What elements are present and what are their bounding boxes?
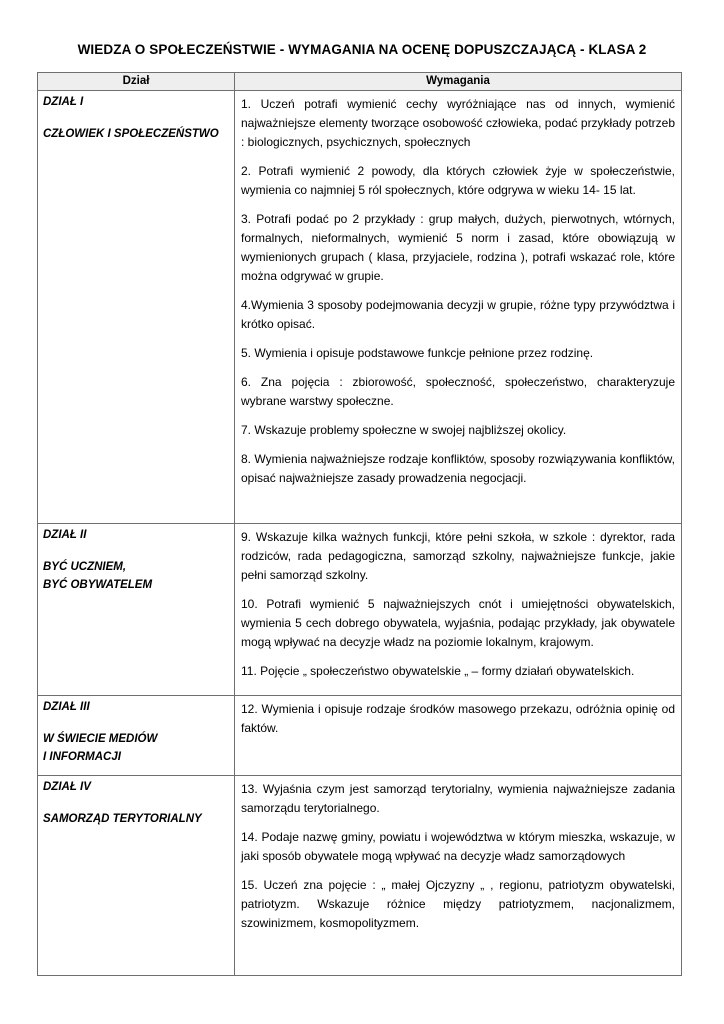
- section-cell: [38, 91, 235, 524]
- section-name: CZŁOWIEK I SPOŁECZEŃSTWO: [43, 128, 219, 140]
- requirement-item: 5. Wymienia i opisuje podstawowe funkcje pełnione przez rodzinę.: [241, 346, 594, 360]
- section-cell: [38, 524, 235, 696]
- requirement-item: 2. Potrafi wymienić 2 powody, dla których człowiek żyje w społeczeństwie, wymienia co najmniej 5 ról społecznych, które odgrywa w wieku 14- 15 lat.: [241, 164, 675, 197]
- table-row: [38, 91, 682, 524]
- requirements-cell: [235, 524, 682, 696]
- page-title: WIEDZA O SPOŁECZEŃSTWIE - WYMAGANIA NA OCENĘ DOPUSZCZAJĄCĄ - KLASA 2: [77, 42, 647, 57]
- requirement-item: 12. Wymienia i opisuje rodzaje środków masowego przekazu, odróżnia opinię od faktów.: [241, 702, 675, 735]
- requirement-item: 1. Uczeń potrafi wymienić cechy wyróżniające nas od innych, wymienić najważniejsze elementy tworzące osobowość człowieka, podać przykłady potrzeb : biologicznych, psychicznych, społecznych: [241, 97, 675, 149]
- section-name: SAMORZĄD TERYTORIALNY: [43, 813, 202, 825]
- section-cell: [38, 776, 235, 976]
- requirement-item: 7. Wskazuje problemy społeczne w swojej najbliższej okolicy.: [241, 423, 567, 437]
- requirement-item: 9. Wskazuje kilka ważnych funkcji, które pełni szkoła, w szkole : dyrektor, rada rodziców, rada pedagogiczna, samorząd szkolny, najważniejsze funkcje, jakie pełni samorząd szkolny.: [241, 530, 675, 582]
- requirement-item: 4.Wymienia 3 sposoby podejmowania decyzji w grupie, różne typy przywództwa i krótko opisać.: [241, 298, 675, 331]
- requirement-item: 14. Podaje nazwę gminy, powiatu i województwa w którym mieszka, wskazuje, w jaki sposób obywatele mogą wpływać na decyzje władz samorządowych: [241, 830, 675, 863]
- section-name: BYĆ UCZNIEM, BYĆ OBYWATELEM: [43, 561, 153, 591]
- requirement-item: 6. Zna pojęcia : zbiorowość, społeczność, społeczeństwo, charakteryzuje wybrane warstwy społeczne.: [241, 375, 675, 408]
- section-name: W ŚWIECIE MEDIÓW I INFORMACJI: [43, 733, 158, 763]
- requirement-item: 15. Uczeń zna pojęcie : „ małej Ojczyzny „ , regionu, patriotyzm obywatelski, patriotyzm. Wskazuje różnice między patriotyzmem, nacjonalizmem, szowinizmem, kosmopolityzmem.: [241, 878, 675, 930]
- table-header-row: [38, 73, 682, 91]
- requirement-item: 8. Wymienia najważniejsze rodzaje konfliktów, sposoby rozwiązywania konfliktów, opisać najważniejsze zasady prowadzenia negocjacji.: [241, 452, 675, 485]
- section-number: DZIAŁ II: [43, 529, 87, 541]
- requirement-item: 11. Pojęcie „ społeczeństwo obywatelskie „ – formy działań obywatelskich.: [241, 664, 635, 678]
- requirements-cell: [235, 776, 682, 976]
- header-section: Dział: [38, 73, 235, 91]
- requirements-cell: [235, 91, 682, 524]
- section-number: DZIAŁ I: [43, 96, 84, 108]
- requirement-item: 10. Potrafi wymienić 5 najważniejszych cnót i umiejętności obywatelskich, wymienia 5 cech dobrego obywatela, wyjaśnia, podając przykłady, jak obywatele mogą wpływać na decyzje władz na poziomie lokalnym, krajowym.: [241, 597, 675, 649]
- section-cell: [38, 696, 235, 776]
- section-number: DZIAŁ IV: [43, 781, 91, 793]
- header-requirements: Wymagania: [235, 73, 682, 91]
- requirement-item: 3. Potrafi podać po 2 przykłady : grup małych, dużych, pierwotnych, wtórnych, formalnych, nieformalnych, wymienić 5 norm i zasad, które obowiązują w wymienionych grupach ( klasa, przyjaciele, rodzina ), potrafi wskazać role, które można odgrywać w grupie.: [241, 212, 675, 283]
- requirements-cell: [235, 696, 682, 776]
- requirements-table: [37, 72, 682, 976]
- requirement-item: 13. Wyjaśnia czym jest samorząd terytorialny, wymienia najważniejsze zadania samorządu terytorialnego.: [241, 782, 675, 815]
- table-row: [38, 776, 682, 976]
- table-row: [38, 696, 682, 776]
- section-number: DZIAŁ III: [43, 701, 90, 713]
- table-row: [38, 524, 682, 696]
